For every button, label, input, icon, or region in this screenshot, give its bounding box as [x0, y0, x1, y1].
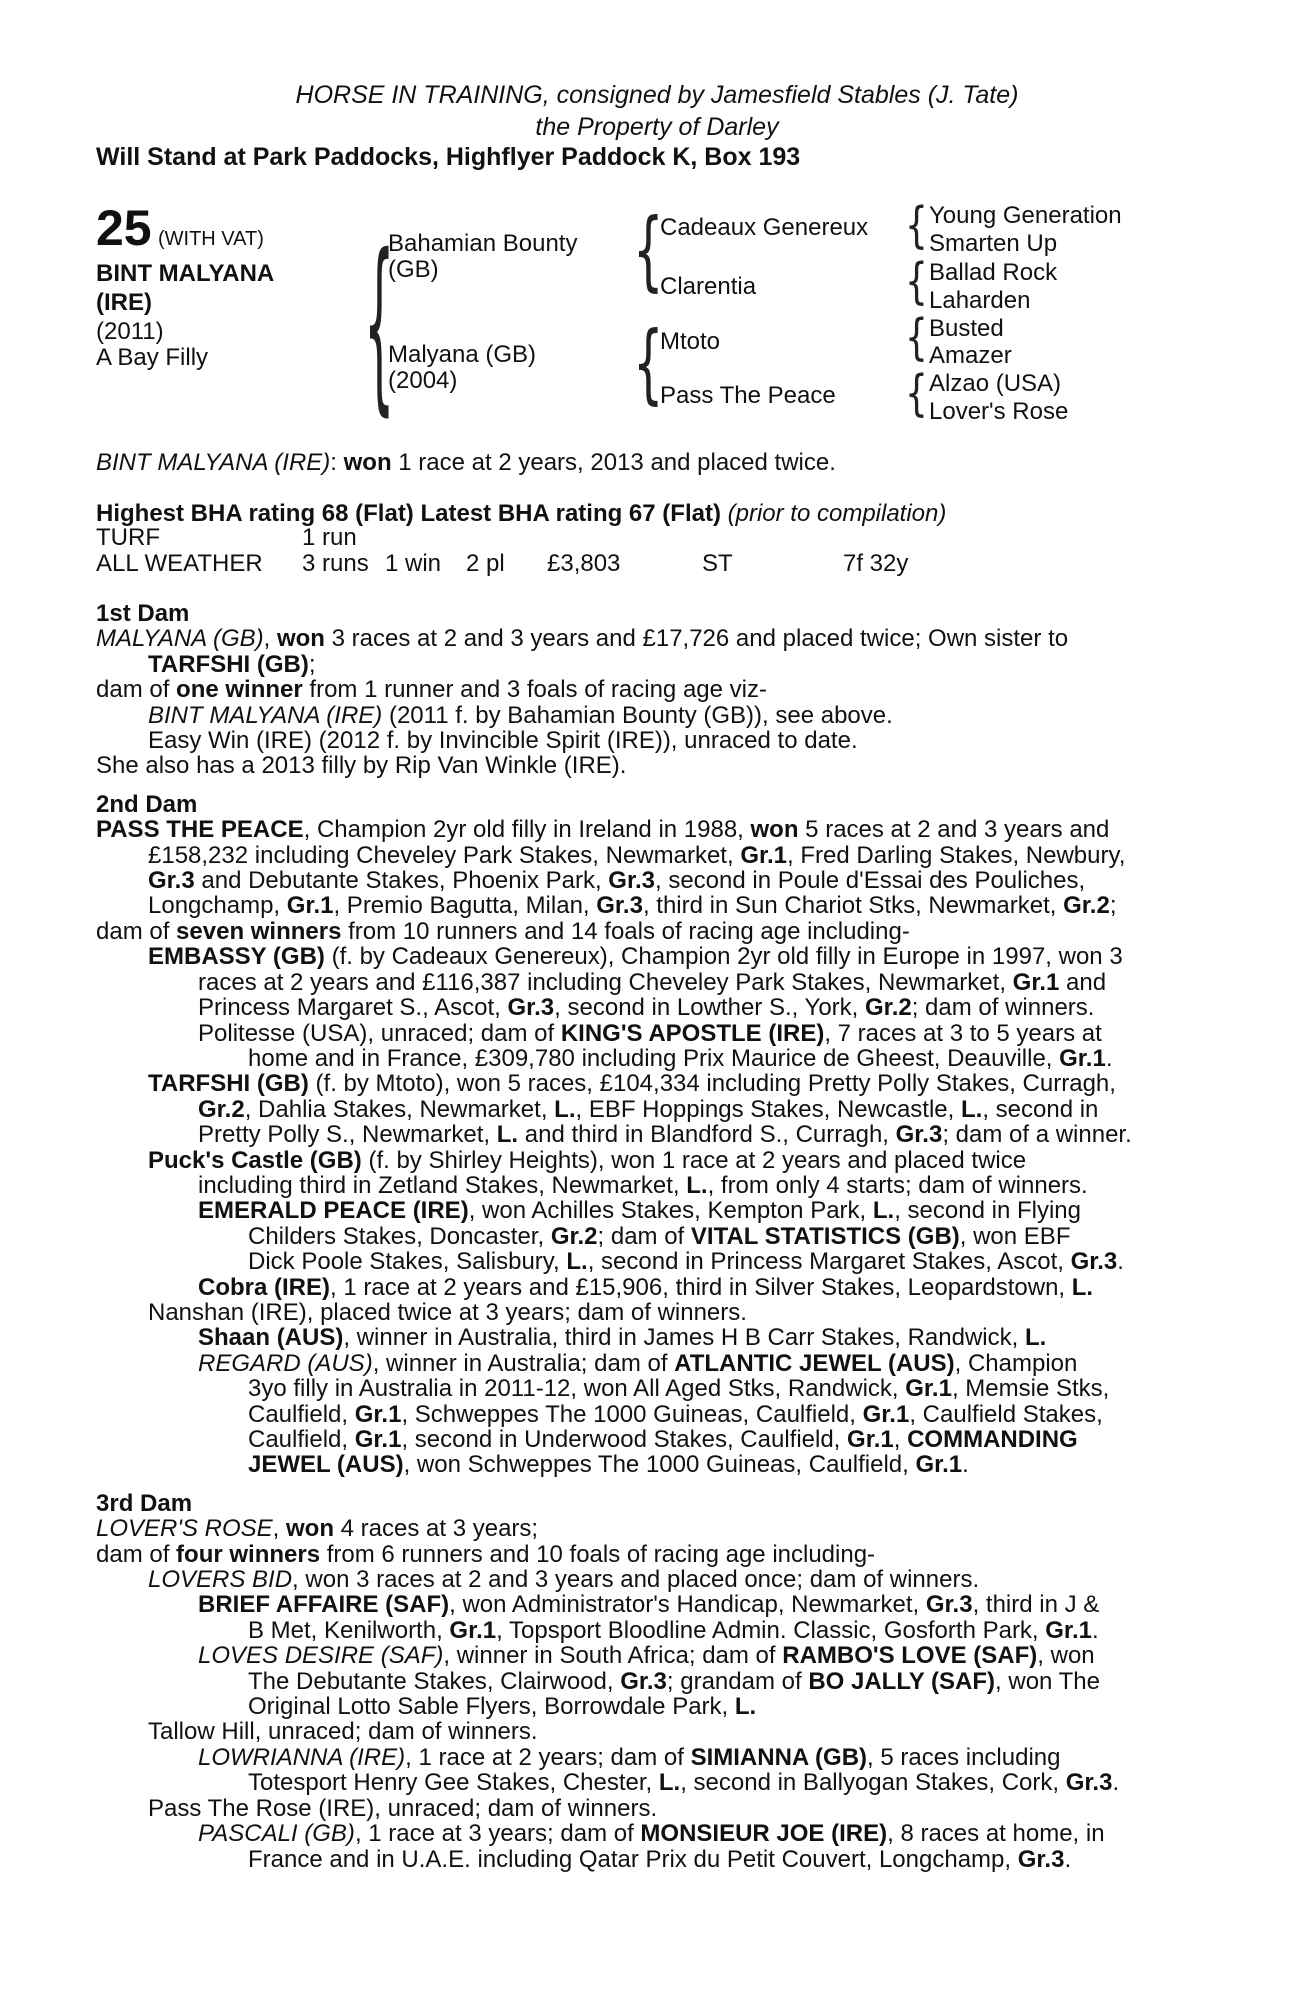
property-line: the Property of Darley [535, 113, 779, 141]
aw-distance: 7f 32y [843, 550, 909, 577]
text: (f. by Shirley Heights), won 1 race at 2 years and placed twice [361, 1146, 1027, 1174]
second-dam-line-p [96, 1198, 1202, 1223]
text: ; [308, 650, 316, 678]
third-dam-line-a [96, 1516, 1202, 1541]
grade: Gr.3 [596, 892, 643, 920]
text: , won [1037, 1642, 1095, 1670]
third-dam-line-g [96, 1669, 1202, 1694]
first-dam-line-2 [96, 652, 1202, 677]
great-grand-1: Young Generation [929, 202, 1122, 229]
grandsire-maternal: Mtoto [660, 328, 721, 355]
aw-placed: 2 pl [466, 550, 505, 577]
second-dam-line-o [96, 1173, 1202, 1198]
text: 3 races at 2 and 3 years and £17,726 and placed twice; Own sister to [324, 625, 1069, 653]
consignor-line: HORSE IN TRAINING, consigned by Jamesfield Stables (J. Tate) [295, 81, 1019, 109]
text: Politesse (USA), unraced; dam of [198, 1019, 561, 1047]
text: , [893, 1426, 908, 1453]
grade: L. [658, 1769, 681, 1797]
text: and [1059, 968, 1107, 996]
text: , second in Underwood Stakes, Caulfield, [401, 1426, 848, 1453]
text: , 1 race at 2 years and £15,906, third in Silver Stakes, Leopardstown, [330, 1273, 1072, 1301]
pedigree-brace-g4: { [905, 366, 928, 423]
text: dam of [96, 1540, 177, 1568]
text: Caulfield, [248, 1426, 355, 1453]
grade: L. [686, 1171, 708, 1199]
grade: Gr.3 [1065, 1769, 1113, 1797]
foal-name: VITAL STATISTICS (GB) [690, 1222, 960, 1250]
second-dam-line-m [96, 1122, 1202, 1147]
text: , Premio Bagutta, Milan, [333, 892, 597, 920]
granddam-maternal: Pass The Peace [660, 382, 836, 409]
text: ; dam of winners. [911, 994, 1095, 1022]
second-dam-line-g [96, 970, 1202, 995]
grade: L. [960, 1095, 983, 1123]
pedigree-notes [96, 601, 1202, 1872]
second-dam-line-x [96, 1402, 1202, 1427]
horse-name-line2: (IRE) [96, 289, 152, 316]
grade: Gr.1 [847, 1426, 894, 1453]
summary-rest: 1 race at 2 years, 2013 and placed twice. [391, 449, 836, 476]
second-dam-line-k [96, 1071, 1202, 1096]
second-dam-line-e [96, 919, 1202, 944]
foal-name: COMMANDING [907, 1426, 1078, 1453]
text: , 8 races at home, in [887, 1820, 1105, 1848]
text: ; dam of a winner. [942, 1121, 1132, 1149]
great-grand-6: Amazer [929, 342, 1012, 369]
grade: Gr.2 [865, 994, 912, 1022]
second-dam-line-a [96, 817, 1202, 842]
text: Dick Poole Stakes, Salisbury, [248, 1248, 567, 1276]
horse-name-line1: BINT MALYANA [96, 260, 275, 287]
second-dam-line-l [96, 1097, 1202, 1122]
foal-name: PASCALI (GB) [198, 1820, 355, 1848]
summary-horse: BINT MALYANA (IRE) [96, 449, 331, 476]
text: seven winners [176, 917, 342, 945]
second-dam-line-q [96, 1224, 1202, 1249]
summary-sep: : [330, 449, 344, 476]
aw-runs: 3 runs [302, 550, 369, 577]
lot-number: 25 [96, 200, 152, 256]
grade: Gr.3 [895, 1121, 943, 1149]
grade: L. [872, 1197, 895, 1225]
foal-name: BINT MALYANA (IRE) [148, 701, 383, 729]
second-dam-line-y [96, 1427, 1202, 1452]
aw-label: ALL WEATHER [96, 550, 263, 577]
foal-name: Puck's Castle (GB) [148, 1146, 362, 1174]
aw-prize: £3,803 [547, 550, 621, 577]
third-dam-line-c [96, 1567, 1202, 1592]
second-dam-heading: 2nd Dam [96, 790, 198, 818]
text: , Dahlia Stakes, Newmarket, [244, 1095, 555, 1123]
foal-name: SIMIANNA (GB) [690, 1743, 868, 1771]
text: Original Lotto Sable Flyers, Borrowdale Park, [248, 1693, 735, 1721]
turf-label: TURF [96, 524, 160, 551]
text: , won Schweppes The 1000 Guineas, Caulfield, [403, 1451, 916, 1479]
foal-name: TARFSHI (GB) [148, 1070, 309, 1098]
text: , second in [982, 1095, 1099, 1123]
text: home and in France, £309,780 including Prix Maurice de Gheest, Deauville, [248, 1044, 1060, 1072]
text: , [263, 625, 277, 653]
foaling-year: (2011) [96, 318, 164, 345]
text: , second in Ballyogan Stakes, Cork, [680, 1769, 1066, 1797]
second-dam-line-b [96, 843, 1202, 868]
text: B Met, Kenilworth, [248, 1616, 450, 1644]
text: , third in Sun Chariot Stks, Newmarket, [642, 892, 1064, 920]
grade: L. [734, 1693, 757, 1721]
second-dam-line-v [96, 1351, 1202, 1376]
grade: L. [1024, 1324, 1047, 1352]
third-dam-line-d [96, 1592, 1202, 1617]
horse-description: A Bay Filly [96, 344, 209, 371]
great-grand-5: Busted [929, 315, 1004, 342]
text: , won Achilles Stakes, Kempton Park, [468, 1197, 873, 1225]
grade: Gr.2 [1063, 892, 1110, 920]
text: (f. by Mtoto), won 5 races, £104,334 including Pretty Polly Stakes, Curragh, [308, 1070, 1116, 1098]
grade: Gr.1 [449, 1616, 497, 1644]
second-dam-line-w [96, 1376, 1202, 1401]
text: four winners [176, 1540, 321, 1568]
text: , second in Poule d'Essai des Pouliches, [655, 867, 1086, 895]
foal-name: EMERALD PEACE (IRE) [198, 1197, 469, 1225]
foal-name: ATLANTIC JEWEL (AUS) [674, 1349, 955, 1377]
text: Pretty Polly S., Newmarket, [198, 1121, 497, 1149]
text: , won 3 races at 2 and 3 years and placed once; dam of winners. [292, 1566, 980, 1594]
text: won [276, 625, 325, 653]
foal-name: LOVERS BID [148, 1566, 293, 1594]
foal-name: KING'S APOSTLE (IRE) [560, 1019, 825, 1047]
foal-name: MONSIEUR JOE (IRE) [640, 1820, 888, 1848]
second-dam-line-r [96, 1249, 1202, 1274]
text: , [272, 1515, 286, 1543]
pedigree-brace-dam: { [633, 313, 664, 415]
text: , 7 races at 3 to 5 years at [824, 1019, 1102, 1047]
all-weather-record [96, 549, 1196, 578]
grade: Gr.3 [925, 1591, 973, 1619]
text: , winner in Australia, third in James H B Carr Stakes, Randwick, [343, 1324, 1025, 1352]
third-dam-line-h [96, 1694, 1202, 1719]
grade: Gr.3 [148, 867, 195, 895]
third-dam-line-b [96, 1542, 1202, 1567]
pedigree-brace-g2: { [905, 254, 928, 311]
aw-wins: 1 win [385, 550, 442, 577]
text: . [1064, 1845, 1072, 1873]
great-grand-8: Lover's Rose [929, 398, 1069, 425]
text: and Debutante Stakes, Phoenix Park, [194, 867, 609, 895]
text: , Fred Darling Stakes, Newbury, [787, 841, 1126, 869]
sire [388, 231, 577, 283]
grade: Gr.1 [1059, 1044, 1106, 1072]
text: , winner in South Africa; dam of [443, 1642, 783, 1670]
rating-text: Highest BHA rating 68 (Flat) Latest BHA rating 67 (Flat) [96, 500, 721, 527]
text: £158,232 including Cheveley Park Stakes, Newmarket, [148, 841, 741, 869]
second-dam-line-u [96, 1325, 1202, 1350]
foal-name: BRIEF AFFAIRE (SAF) [198, 1591, 450, 1619]
pedigree-brace-g1: { [905, 198, 928, 255]
first-dam-heading: 1st Dam [96, 600, 190, 627]
second-dam-line-i [96, 1021, 1202, 1046]
grade: Gr.1 [740, 841, 788, 869]
text: Caulfield, [248, 1400, 355, 1428]
pedigree-brace-g3: { [905, 310, 928, 367]
pedigree-brace-main: { [364, 216, 395, 435]
first-dam-line-6: She also has a 2013 filly by Rip Van Winkle (IRE). [96, 752, 627, 780]
grade: Gr.3 [608, 867, 655, 895]
third-dam-heading: 3rd Dam [96, 1489, 193, 1517]
foal-name: Cobra (IRE) [198, 1273, 330, 1301]
text: , 1 race at 3 years; dam of [354, 1820, 641, 1848]
third-dam-line-i: Tallow Hill, unraced; dam of winners. [148, 1718, 538, 1746]
second-dam-line-s [96, 1275, 1202, 1300]
vat-label: (WITH VAT) [158, 228, 264, 250]
text: (f. by Cadeaux Genereux), Champion 2yr old filly in Europe in 1997, won 3 [324, 943, 1123, 971]
text: , Champion 2yr old filly in Ireland in 1988, [303, 816, 751, 844]
dam-line2: (2004) [388, 367, 458, 394]
text: including third in Zetland Stakes, Newmarket, [198, 1171, 687, 1199]
text: , Schweppes The 1000 Guineas, Caulfield, [401, 1400, 863, 1428]
sire-line1: Bahamian Bounty [388, 230, 578, 257]
turf-record [96, 523, 1196, 552]
second-dam-line-z [96, 1452, 1202, 1477]
second-dam-line-h [96, 995, 1202, 1020]
text: 5 races at 2 and 3 years and [798, 816, 1110, 844]
text: from 10 runners and 14 foals of racing age including- [341, 917, 910, 945]
grade: Gr.1 [905, 1375, 952, 1403]
great-grand-4: Laharden [929, 287, 1031, 314]
text: , from only 4 starts; dam of winners. [707, 1171, 1088, 1199]
text: and third in Blandford S., Curragh, [518, 1121, 896, 1149]
rating-note: (prior to compilation) [727, 500, 947, 527]
text: , Memsie Stks, [951, 1375, 1110, 1403]
sire-line2: (GB) [388, 256, 439, 283]
text: , Caulfield Stakes, [909, 1400, 1103, 1428]
third-dam-line-l: Pass The Rose (IRE), unraced; dam of winners. [148, 1794, 658, 1822]
third-dam-line-m [96, 1821, 1202, 1846]
dam [388, 342, 536, 394]
second-dam-line-j [96, 1046, 1202, 1071]
grade: Gr.1 [354, 1426, 402, 1453]
horse-name [96, 259, 274, 317]
text: from 1 runner and 3 foals of racing age viz- [302, 676, 767, 704]
grade: Gr.1 [915, 1451, 963, 1479]
grade: Gr.1 [1012, 968, 1060, 996]
text: . [962, 1451, 969, 1479]
text: , won The [995, 1667, 1100, 1695]
text: , second in Princess Margaret Stakes, Ascot, [587, 1248, 1071, 1276]
first-dam-line-4 [96, 703, 1202, 728]
grade: L. [554, 1095, 576, 1123]
text: Princess Margaret S., Ascot, [198, 994, 508, 1022]
great-grand-2: Smarten Up [929, 230, 1058, 257]
text: ; grandam of [666, 1667, 809, 1695]
text: dam of [96, 917, 177, 945]
text: , Champion [954, 1349, 1078, 1377]
second-dam-line-f [96, 944, 1202, 969]
great-grand-3: Ballad Rock [929, 259, 1058, 286]
race-summary [96, 448, 836, 477]
third-dam-line-f [96, 1643, 1202, 1668]
grade: L. [1071, 1273, 1094, 1301]
grade: Gr.3 [1070, 1248, 1118, 1276]
text: 4 races at 3 years; [333, 1515, 539, 1543]
third-dam-line-n [96, 1847, 1202, 1872]
second-dam-line-n [96, 1148, 1202, 1173]
text: ; dam of [597, 1222, 691, 1250]
text: won [750, 816, 799, 844]
grade: Gr.1 [354, 1400, 402, 1428]
text: , Topsport Bloodline Admin. Classic, Gosforth Park, [496, 1616, 1046, 1644]
text: , second in Flying [894, 1197, 1081, 1225]
foal-name: EMBASSY (GB) [148, 943, 325, 971]
text: France and in U.A.E. including Qatar Prix du Petit Couvert, Longchamp, [248, 1845, 1018, 1873]
first-dam-line-5: Easy Win (IRE) (2012 f. by Invincible Spirit (IRE)), unraced to date. [148, 727, 858, 755]
foal-name: JEWEL (AUS) [248, 1451, 404, 1479]
sister-name: TARFSHI (GB) [148, 650, 309, 678]
text: , third in J & [972, 1591, 1100, 1619]
grade: Gr.3 [620, 1667, 667, 1695]
text: Longchamp, [148, 892, 287, 920]
stand-location: Will Stand at Park Paddocks, Highflyer Paddock K, Box 193 [96, 143, 801, 171]
first-dam-line-3 [96, 677, 1202, 702]
text: (2011 f. by Bahamian Bounty (GB)), see above. [382, 701, 893, 729]
turf-runs: 1 run [302, 524, 357, 551]
text: races at 2 years and £116,387 including Cheveley Park Stakes, Newmarket, [198, 968, 1013, 996]
dam-name: LOVER'S ROSE [96, 1515, 273, 1543]
aw-surface: ST [702, 550, 733, 577]
text: , 1 race at 2 years; dam of [405, 1743, 691, 1771]
third-dam-line-e [96, 1618, 1202, 1643]
summary-won: won [343, 449, 392, 476]
text: , won Administrator's Handicap, Newmarket, [449, 1591, 926, 1619]
foal-name: REGARD (AUS) [198, 1349, 373, 1377]
granddam-paternal: Clarentia [660, 273, 757, 300]
text: , won EBF [959, 1222, 1071, 1250]
foal-name: Shaan (AUS) [198, 1324, 344, 1352]
text: Totesport Henry Gee Stakes, Chester, [248, 1769, 659, 1797]
second-dam-line-t: Nanshan (IRE), placed twice at 3 years; dam of winners. [148, 1298, 747, 1326]
pedigree-brace-sire: { [633, 200, 664, 302]
second-dam-line-c [96, 868, 1202, 893]
text: . [1105, 1044, 1113, 1072]
text: from 6 runners and 10 foals of racing age including- [320, 1540, 876, 1568]
text: . [1091, 1616, 1099, 1644]
grade: Gr.3 [507, 994, 555, 1022]
grade: Gr.1 [286, 892, 334, 920]
text: , 5 races including [867, 1743, 1061, 1771]
dam-line1: Malyana (GB) [388, 341, 537, 368]
grade: Gr.2 [550, 1222, 598, 1250]
foal-name: LOVES DESIRE (SAF) [198, 1642, 444, 1670]
foal-name: BO JALLY (SAF) [808, 1667, 996, 1695]
grade: Gr.1 [862, 1400, 910, 1428]
grandsire-paternal: Cadeaux Genereux [660, 214, 869, 241]
text: one winner [176, 676, 303, 704]
grade: Gr.1 [1045, 1616, 1092, 1644]
text: , EBF Hoppings Stakes, Newcastle, [575, 1095, 961, 1123]
text: , winner in Australia; dam of [372, 1349, 675, 1377]
first-dam-line-1 [96, 626, 1202, 651]
text: dam of [96, 676, 177, 704]
text: The Debutante Stakes, Clairwood, [248, 1667, 621, 1695]
third-dam-line-j [96, 1745, 1202, 1770]
text: ; [1109, 892, 1117, 920]
text: , second in Lowther S., York, [554, 994, 866, 1022]
second-dam-line-d [96, 893, 1202, 918]
text: 3yo filly in Australia in 2011-12, won All Aged Stks, Randwick, [248, 1375, 906, 1403]
grade: Gr.3 [1017, 1845, 1065, 1873]
text: . [1117, 1248, 1124, 1276]
text: won [285, 1515, 334, 1543]
grade: L. [566, 1248, 588, 1276]
foal-name: RAMBO'S LOVE (SAF) [782, 1642, 1038, 1670]
dam-name: MALYANA (GB) [96, 625, 264, 653]
grade: Gr.2 [198, 1095, 245, 1123]
third-dam-line-k [96, 1770, 1202, 1795]
dam-name: PASS THE PEACE [96, 816, 304, 844]
text: Childers Stakes, Doncaster, [248, 1222, 551, 1250]
text: . [1112, 1769, 1120, 1797]
great-grand-7: Alzao (USA) [929, 370, 1062, 397]
grade: L. [496, 1121, 519, 1149]
foal-name: LOWRIANNA (IRE) [198, 1743, 406, 1771]
